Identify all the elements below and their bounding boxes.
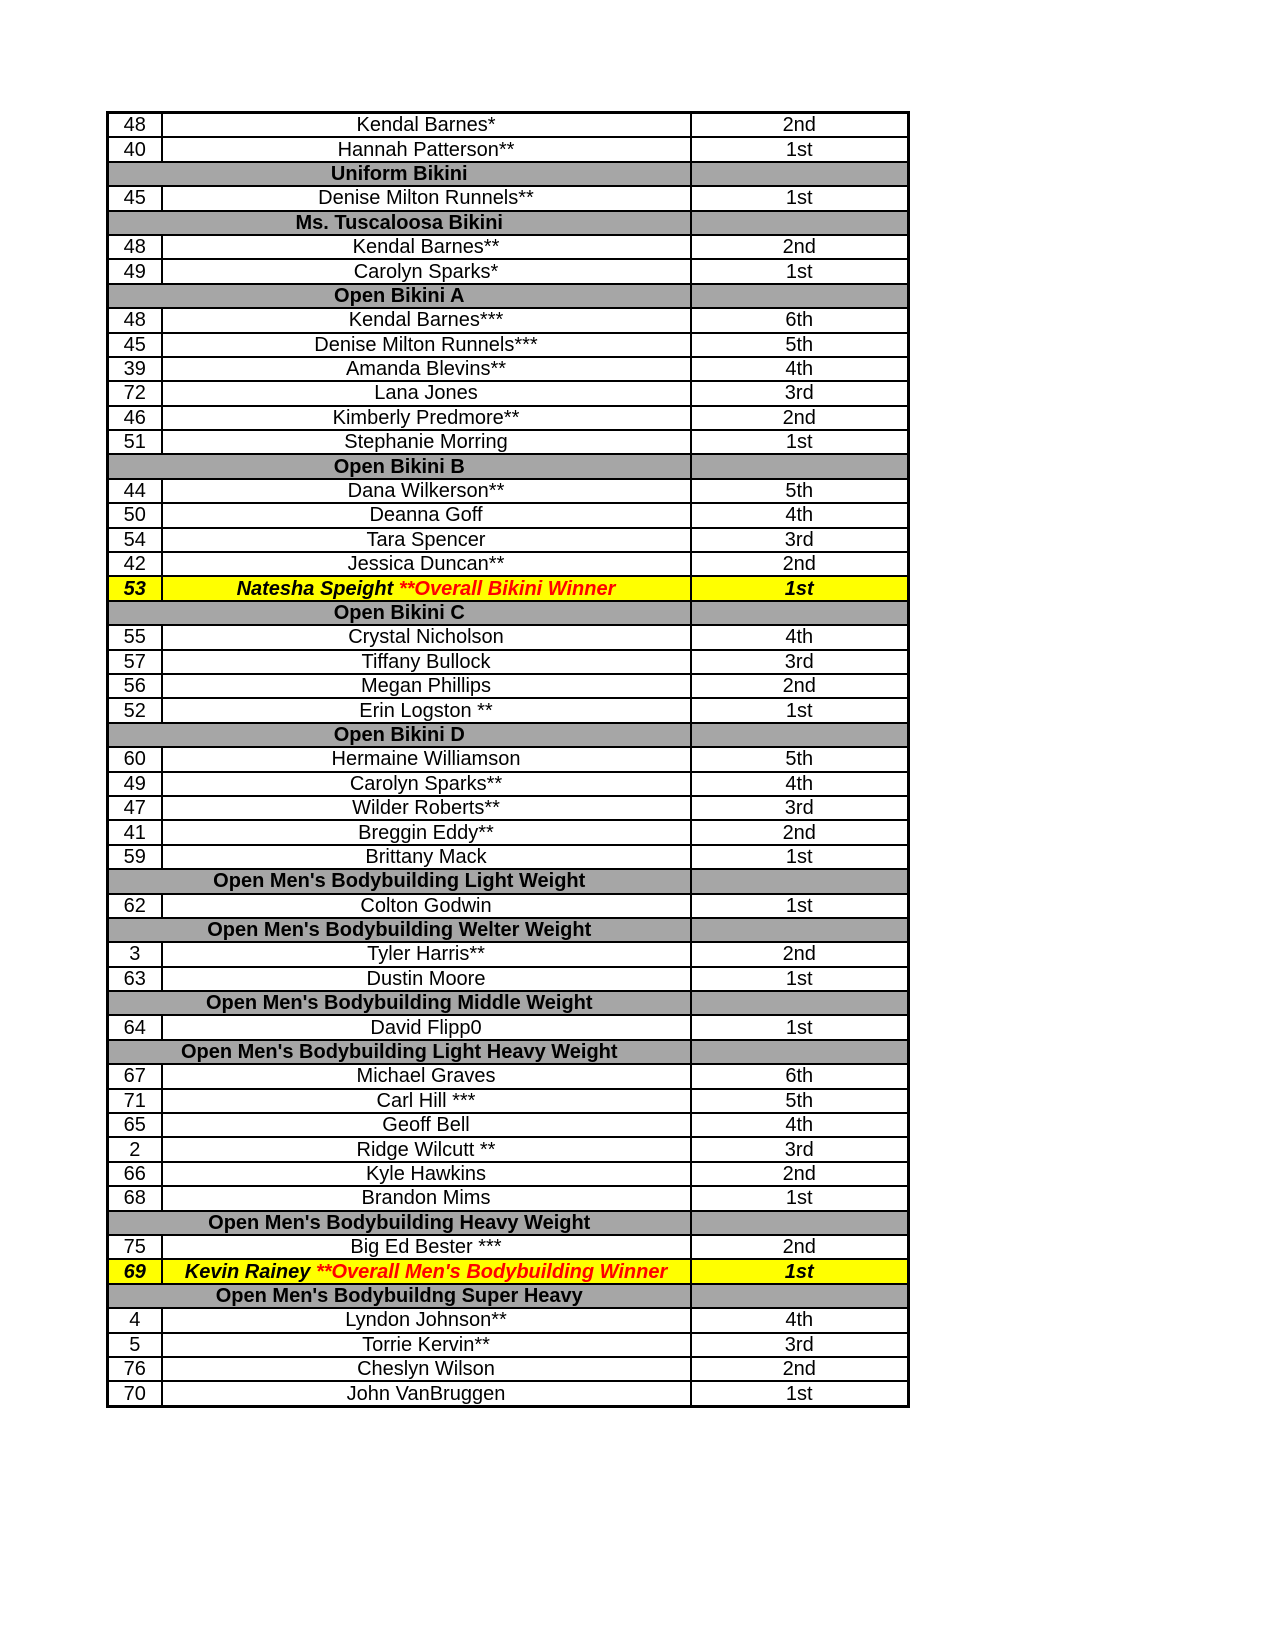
placement: 2nd (691, 820, 909, 844)
competitor-row (108, 113, 909, 138)
category-place-cell (691, 601, 909, 625)
competitor-number: 62 (108, 894, 162, 918)
placement: 2nd (691, 942, 909, 966)
competitor-name-cell (162, 1089, 691, 1113)
placement: 5th (691, 479, 909, 503)
competitor-name-cell (162, 845, 691, 869)
category-place-cell (691, 284, 909, 308)
competitor-name-cell (162, 259, 691, 283)
placement: 2nd (691, 552, 909, 576)
competitor-name-cell (162, 479, 691, 503)
category-header-row (108, 869, 909, 893)
competitor-row (108, 1186, 909, 1210)
competitor-number: 48 (108, 308, 162, 332)
competitor-row (108, 552, 909, 576)
competitor-name: Carolyn Sparks** (349, 772, 503, 795)
placement: 1st (691, 1259, 909, 1283)
placement: 4th (691, 625, 909, 649)
competitor-row (108, 479, 909, 503)
competitor-name-cell (162, 430, 691, 454)
competitor-name: Carolyn Sparks* (353, 260, 499, 283)
competitor-name-cell (162, 967, 691, 991)
category-place-cell (691, 162, 909, 186)
competitor-row (108, 1381, 909, 1406)
competitor-name: Kendal Barnes* (356, 114, 496, 137)
competitor-row (108, 1357, 909, 1381)
competitor-name-cell (162, 650, 691, 674)
category-place-cell (691, 1284, 909, 1308)
competitor-name: John VanBruggen (346, 1382, 506, 1405)
competitor-row (108, 186, 909, 210)
overall-winner-note: **Overall Bikini Winner (398, 577, 616, 600)
placement: 5th (691, 747, 909, 771)
competitor-number: 65 (108, 1113, 162, 1137)
category-header-row (108, 211, 909, 235)
competitor-name: Brittany Mack (365, 845, 487, 868)
competitor-row (108, 1333, 909, 1357)
placement: 2nd (691, 1162, 909, 1186)
competitor-name: Big Ed Bester *** (350, 1236, 502, 1259)
competitor-number: 51 (108, 430, 162, 454)
competitor-row (108, 503, 909, 527)
competitor-number: 3 (108, 942, 162, 966)
placement: 3rd (691, 528, 909, 552)
category-place-cell (691, 454, 909, 478)
competitor-name: Lana Jones (374, 382, 478, 405)
competitor-name-cell (162, 625, 691, 649)
competitor-number: 64 (108, 1015, 162, 1039)
category-place-cell (691, 918, 909, 942)
placement: 2nd (691, 113, 909, 138)
category-header-row (108, 723, 909, 747)
competitor-number: 55 (108, 625, 162, 649)
competitor-name-cell (162, 137, 691, 161)
category-title: Ms. Tuscaloosa Bikini (108, 211, 691, 235)
category-title: Open Bikini C (108, 601, 691, 625)
competitor-number: 70 (108, 1381, 162, 1406)
category-title: Open Bikini D (108, 723, 691, 747)
competitor-name: Tara Spencer (366, 528, 486, 551)
competitor-name-cell (162, 576, 691, 600)
placement: 2nd (691, 406, 909, 430)
competitor-number: 52 (108, 698, 162, 722)
competitor-row (108, 772, 909, 796)
placement: 5th (691, 333, 909, 357)
competitor-name: Brandon Mims (361, 1187, 491, 1210)
placement: 1st (691, 576, 909, 600)
category-title: Open Bikini B (108, 454, 691, 478)
competitor-name: Kendal Barnes** (352, 236, 500, 259)
competitor-number: 49 (108, 772, 162, 796)
competitor-number: 48 (108, 235, 162, 259)
category-place-cell (691, 1211, 909, 1235)
placement: 2nd (691, 674, 909, 698)
competitor-name: Amanda Blevins** (345, 358, 507, 381)
competitor-name: Geoff Bell (382, 1114, 470, 1137)
competitor-name: Ridge Wilcutt ** (356, 1138, 496, 1161)
competitor-number: 5 (108, 1333, 162, 1357)
competitor-row (108, 650, 909, 674)
competitor-name: Kimberly Predmore** (332, 406, 520, 429)
competitor-name: Denise Milton Runnels*** (314, 333, 538, 356)
competitor-name-cell (162, 1357, 691, 1381)
competitor-row (108, 967, 909, 991)
placement: 4th (691, 1113, 909, 1137)
competitor-number: 59 (108, 845, 162, 869)
competitor-name: Colton Godwin (360, 894, 492, 917)
category-place-cell (691, 869, 909, 893)
competitor-name: Crystal Nicholson (348, 626, 504, 649)
competitor-row (108, 796, 909, 820)
placement: 1st (691, 1381, 909, 1406)
category-title: Uniform Bikini (108, 162, 691, 186)
category-title: Open Men's Bodybuilding Heavy Weight (108, 1211, 691, 1235)
competitor-row (108, 235, 909, 259)
competitor-name-cell (162, 186, 691, 210)
placement: 1st (691, 698, 909, 722)
competitor-row (108, 1308, 909, 1332)
competitor-name: Wilder Roberts** (352, 797, 500, 820)
competitor-name-cell (162, 1333, 691, 1357)
competitor-name-cell (162, 406, 691, 430)
placement: 1st (691, 259, 909, 283)
placement: 1st (691, 1015, 909, 1039)
competitor-number: 40 (108, 137, 162, 161)
competitor-number: 68 (108, 1186, 162, 1210)
placement: 4th (691, 357, 909, 381)
competitor-row (108, 698, 909, 722)
competitor-name-cell (162, 528, 691, 552)
competitor-row (108, 1015, 909, 1039)
competitor-number: 45 (108, 333, 162, 357)
competitor-row (108, 894, 909, 918)
placement: 1st (691, 137, 909, 161)
results-table (106, 111, 910, 1408)
competitor-name: Deanna Goff (369, 504, 483, 527)
competitor-number: 54 (108, 528, 162, 552)
competitor-number: 39 (108, 357, 162, 381)
competitor-row (108, 406, 909, 430)
competitor-row (108, 259, 909, 283)
competitor-name: Tiffany Bullock (361, 650, 491, 673)
competitor-name-cell (162, 357, 691, 381)
competitor-name: Cheslyn Wilson (357, 1358, 495, 1381)
competitor-number: 56 (108, 674, 162, 698)
category-title: Open Bikini A (108, 284, 691, 308)
competitor-row (108, 1113, 909, 1137)
category-header-row (108, 454, 909, 478)
competitor-number: 49 (108, 259, 162, 283)
competitor-name: Dana Wilkerson** (347, 480, 505, 503)
category-header-row (108, 1211, 909, 1235)
overall-winner-row (108, 1259, 909, 1283)
competitor-name-cell (162, 772, 691, 796)
competitor-row (108, 820, 909, 844)
competitor-row (108, 1137, 909, 1161)
category-header-row (108, 162, 909, 186)
placement: 2nd (691, 235, 909, 259)
competitor-name-cell (162, 1015, 691, 1039)
competitor-number: 76 (108, 1357, 162, 1381)
competitor-row (108, 942, 909, 966)
placement: 2nd (691, 1357, 909, 1381)
competitor-name-cell (162, 698, 691, 722)
competitor-name-cell (162, 1064, 691, 1088)
competitor-name-cell (162, 381, 691, 405)
competitor-row (108, 845, 909, 869)
category-title: Open Men's Bodybuilding Light Weight (108, 869, 691, 893)
category-header-row (108, 991, 909, 1015)
competitor-row (108, 528, 909, 552)
competitor-name-cell (162, 747, 691, 771)
category-place-cell (691, 723, 909, 747)
competitor-name: Tyler Harris** (367, 943, 485, 966)
competitor-number: 71 (108, 1089, 162, 1113)
competitor-row (108, 1064, 909, 1088)
category-header-row (108, 284, 909, 308)
competitor-name-cell (162, 308, 691, 332)
placement: 6th (691, 1064, 909, 1088)
competitor-name: Michael Graves (356, 1065, 496, 1088)
competitor-row (108, 308, 909, 332)
competitor-name: Hannah Patterson** (337, 138, 515, 161)
competitor-number: 44 (108, 479, 162, 503)
category-place-cell (691, 1040, 909, 1064)
placement: 3rd (691, 650, 909, 674)
competitor-name-cell (162, 235, 691, 259)
category-header-row (108, 601, 909, 625)
competitor-name: Torrie Kervin** (362, 1333, 490, 1356)
competitor-row (108, 1235, 909, 1259)
competitor-number: 2 (108, 1137, 162, 1161)
placement: 3rd (691, 381, 909, 405)
competitor-name-cell (162, 1162, 691, 1186)
placement: 1st (691, 967, 909, 991)
competitor-number: 46 (108, 406, 162, 430)
competitor-row (108, 625, 909, 649)
competitor-name: Denise Milton Runnels** (318, 187, 534, 210)
overall-winner-row (108, 576, 909, 600)
competitor-name-cell (162, 1235, 691, 1259)
competitor-name: David Flipp0 (370, 1016, 482, 1039)
competitor-name: Hermaine Williamson (331, 748, 521, 771)
competitor-row (108, 137, 909, 161)
competitor-name-cell (162, 1186, 691, 1210)
competitor-row (108, 1089, 909, 1113)
competitor-name-cell (162, 1259, 691, 1283)
competitor-name: Jessica Duncan** (347, 553, 505, 576)
category-header-row (108, 1040, 909, 1064)
placement: 4th (691, 772, 909, 796)
placement: 5th (691, 1089, 909, 1113)
competitor-number: 48 (108, 113, 162, 138)
competitor-number: 42 (108, 552, 162, 576)
competitor-row (108, 381, 909, 405)
competitor-name: Carl Hill *** (376, 1089, 476, 1112)
competitor-name: Megan Phillips (360, 675, 492, 698)
competitor-number: 60 (108, 747, 162, 771)
competitor-number: 57 (108, 650, 162, 674)
placement: 1st (691, 845, 909, 869)
competitor-name-cell (162, 113, 691, 138)
category-header-row (108, 1284, 909, 1308)
competitor-number: 69 (108, 1259, 162, 1283)
competitor-row (108, 674, 909, 698)
placement: 6th (691, 308, 909, 332)
competitor-name-cell (162, 1137, 691, 1161)
placement: 2nd (691, 1235, 909, 1259)
competitor-number: 47 (108, 796, 162, 820)
competitor-number: 50 (108, 503, 162, 527)
placement: 3rd (691, 796, 909, 820)
competitor-number: 72 (108, 381, 162, 405)
competitor-name-cell (162, 796, 691, 820)
category-title: Open Men's Bodybuilding Middle Weight (108, 991, 691, 1015)
competitor-name: Kendal Barnes*** (348, 309, 504, 332)
competitor-row (108, 333, 909, 357)
category-title: Open Men's Bodybuilding Welter Weight (108, 918, 691, 942)
competitor-name-cell (162, 1308, 691, 1332)
competitor-name: Kyle Hawkins (365, 1162, 487, 1185)
category-header-row (108, 918, 909, 942)
placement: 1st (691, 1186, 909, 1210)
competitor-number: 66 (108, 1162, 162, 1186)
placement: 1st (691, 894, 909, 918)
category-title: Open Men's Bodybuilding Light Heavy Weight (108, 1040, 691, 1064)
placement: 3rd (691, 1333, 909, 1357)
competitor-name-cell (162, 503, 691, 527)
placement: 4th (691, 1308, 909, 1332)
competitor-row (108, 1162, 909, 1186)
competitor-name-cell (162, 1381, 691, 1406)
competitor-number: 53 (108, 576, 162, 600)
competitor-name: Stephanie Morring (344, 431, 508, 454)
placement: 1st (691, 186, 909, 210)
competitor-name-cell (162, 1113, 691, 1137)
competitor-number: 41 (108, 820, 162, 844)
competitor-number: 67 (108, 1064, 162, 1088)
competitor-name-cell (162, 552, 691, 576)
competitor-name: Erin Logston ** (359, 699, 493, 722)
placement: 3rd (691, 1137, 909, 1161)
category-place-cell (691, 991, 909, 1015)
competitor-row (108, 430, 909, 454)
placement: 4th (691, 503, 909, 527)
competitor-number: 63 (108, 967, 162, 991)
competitor-number: 4 (108, 1308, 162, 1332)
competitor-name: Breggin Eddy** (358, 821, 494, 844)
competitor-number: 75 (108, 1235, 162, 1259)
results-body (108, 113, 909, 1407)
competitor-name: Kevin Rainey (184, 1260, 311, 1283)
placement: 1st (691, 430, 909, 454)
competitor-name: Natesha Speight (236, 577, 394, 600)
competitor-name-cell (162, 674, 691, 698)
competitor-row (108, 357, 909, 381)
overall-winner-note: **Overall Men's Bodybuilding Winner (315, 1260, 668, 1283)
competitor-name-cell (162, 820, 691, 844)
category-place-cell (691, 211, 909, 235)
competitor-row (108, 747, 909, 771)
competitor-name: Lyndon Johnson** (345, 1309, 507, 1332)
category-title: Open Men's Bodybuildng Super Heavy (108, 1284, 691, 1308)
competitor-name-cell (162, 333, 691, 357)
competitor-name: Dustin Moore (366, 967, 486, 990)
competitor-name-cell (162, 942, 691, 966)
competitor-name-cell (162, 894, 691, 918)
competitor-number: 45 (108, 186, 162, 210)
